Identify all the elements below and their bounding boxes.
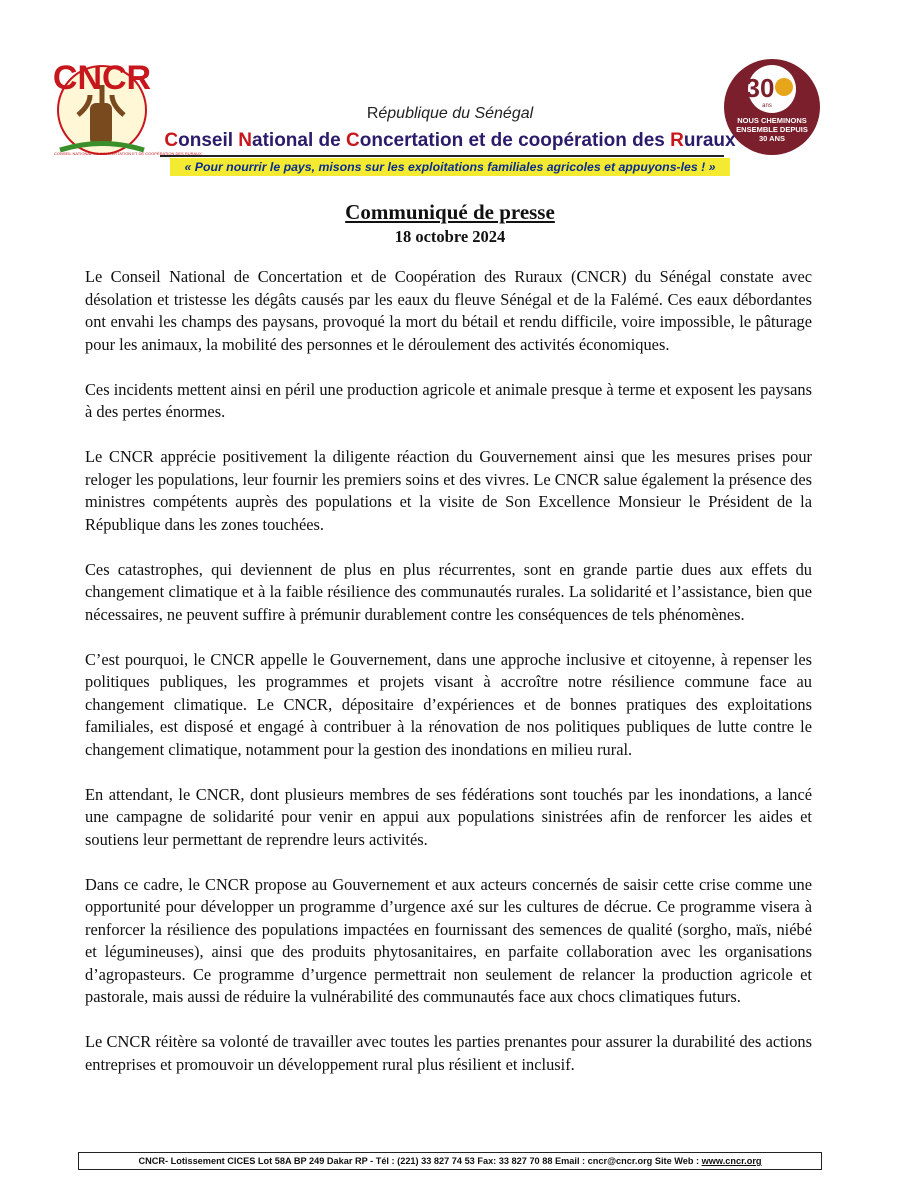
paragraph-2: Ces incidents mettent ainsi en péril une production agricole et animale presque à terme et exposent les paysans à des pertes énormes. — [85, 379, 812, 421]
press-date: 18 octobre 2024 — [394, 227, 506, 246]
org-part-3: oncertation et de coopération des — [359, 130, 671, 151]
badge-emblem-icon — [775, 78, 793, 96]
republic-rest: épublique du Sénégal — [378, 105, 534, 122]
org-initial-c2: C — [346, 130, 360, 151]
org-initial-r: R — [670, 130, 684, 151]
paragraph-8: Le CNCR réitère sa volonté de travailler avec toutes les parties prenantes pour assurer la durabilité des actions entreprises et promouvoir un développement rural plus résilient et inclusif. — [85, 1032, 812, 1074]
badge-number: 30 — [745, 73, 775, 103]
logo-text: CNCR — [52, 59, 152, 97]
footer-website-link[interactable]: www.cncr.org — [701, 1156, 762, 1166]
footer-contact — [78, 1152, 822, 1170]
badge-line-2: ENSEMBLE DEPUIS — [736, 125, 808, 134]
badge-sub: ans — [762, 103, 772, 109]
republic-initial: R — [366, 105, 379, 122]
motto-banner: « Pour nourrir le pays, misons sur les exploitations familiales agricoles et appuyons-les ! » — [170, 158, 730, 176]
badge-line-3: 30 ANS — [759, 134, 785, 143]
org-initial-n: N — [238, 130, 253, 151]
badge-line-1: NOUS CHEMINONS — [737, 116, 807, 125]
paragraph-3: Le CNCR apprécie positivement la diligente réaction du Gouvernement ainsi que les mesures prises pour reloger les populations, leur fournir les premiers soins et des vivres. Le CNCR salue également la présence des ministres compétents auprès des populations et la visite de Son Excellence Monsieur le Président de la République dans les zones touchées. — [85, 447, 812, 534]
org-part-1: onseil — [178, 130, 239, 151]
paragraph-4: Ces catastrophes, qui deviennent de plus en plus récurrentes, sont en grande partie dues aux effets du changement climatique et à la faible résilience des communautés rurales. La solidarité et l’assistance, bien que nécessaires, ne peuvent suffire à prémunir durablement contre les conséquences de tels phénomènes. — [85, 559, 812, 624]
header-divider — [160, 155, 724, 157]
republic-heading — [0, 105, 900, 123]
press-release-body — [85, 266, 812, 1099]
paragraph-6: En attendant, le CNCR, dont plusieurs membres de ses fédérations sont touchés par les inondations, a lancé une campagne de solidarité pour venir en appui aux populations sinistrées afin de renforcer les aides et soutiens leur permettant de reprendre leurs activités. — [85, 784, 812, 849]
paragraph-1: Le Conseil National de Concertation et de Coopération des Ruraux (CNCR) du Sénégal constate avec désolation et tristesse les dégâts causés par les eaux du fleuve Sénégal et de la Falémé. Ces eaux débordantes ont envahi les champs des paysans, provoqué la mort du bétail et rendu difficile, voire impossible, le pâturage pour les animaux, la mobilité des personnes et le déroulement des activités économiques. — [85, 267, 812, 354]
organization-name — [160, 130, 740, 152]
logo-ring-text: CONSEIL NATIONAL DE CONCERTATION ET DE COOPÉRATION DES RURAUX — [54, 151, 202, 156]
org-part-2: ational de — [252, 130, 346, 151]
paragraph-7: Dans ce cadre, le CNCR propose au Gouvernement et aux acteurs concernés de saisir cette crise comme une opportunité pour développer un programme d’urgence axé sur les cultures de décrue. Ce programme visera à renforcer la résilience des populations impactées en fournissant des semences de qualité (sorgho, maïs, niébé et légumineuses), ainsi que des produits phytosanitaires, en parfaite collaboration avec les organisations d’agropasteurs. Ce programme d’urgence permettrait non seulement de relancer la production agricole et pastorale, mais aussi de réduire la vulnérabilité des communautés face aux chocs climatiques futurs. — [85, 874, 812, 1006]
org-initial-c: C — [164, 130, 179, 151]
page-title: Communiqué de presse — [345, 200, 555, 224]
paragraph-5: C’est pourquoi, le CNCR appelle le Gouvernement, dans une approche inclusive et citoyenne, à repenser les politiques publiques, les programmes et projets visant à accroître notre résilience commune face au changement climatique. Le CNCR, dépositaire d’expériences et de bonnes pratiques des exploitations familiales, est disposé et engagé à contribuer à la rénovation de nos politiques publiques de lutte contre le changement climatique, notamment pour la gestion des inondations en milieu rural. — [85, 649, 812, 759]
footer-text: CNCR- Lotissement CICES Lot 58A BP 249 Dakar RP - Tél : (221) 33 827 74 53 Fax: 33 827 70 88 Email : cncr@cncr.org Site Web : — [138, 1156, 702, 1166]
org-part-4: uraux — [683, 130, 736, 151]
